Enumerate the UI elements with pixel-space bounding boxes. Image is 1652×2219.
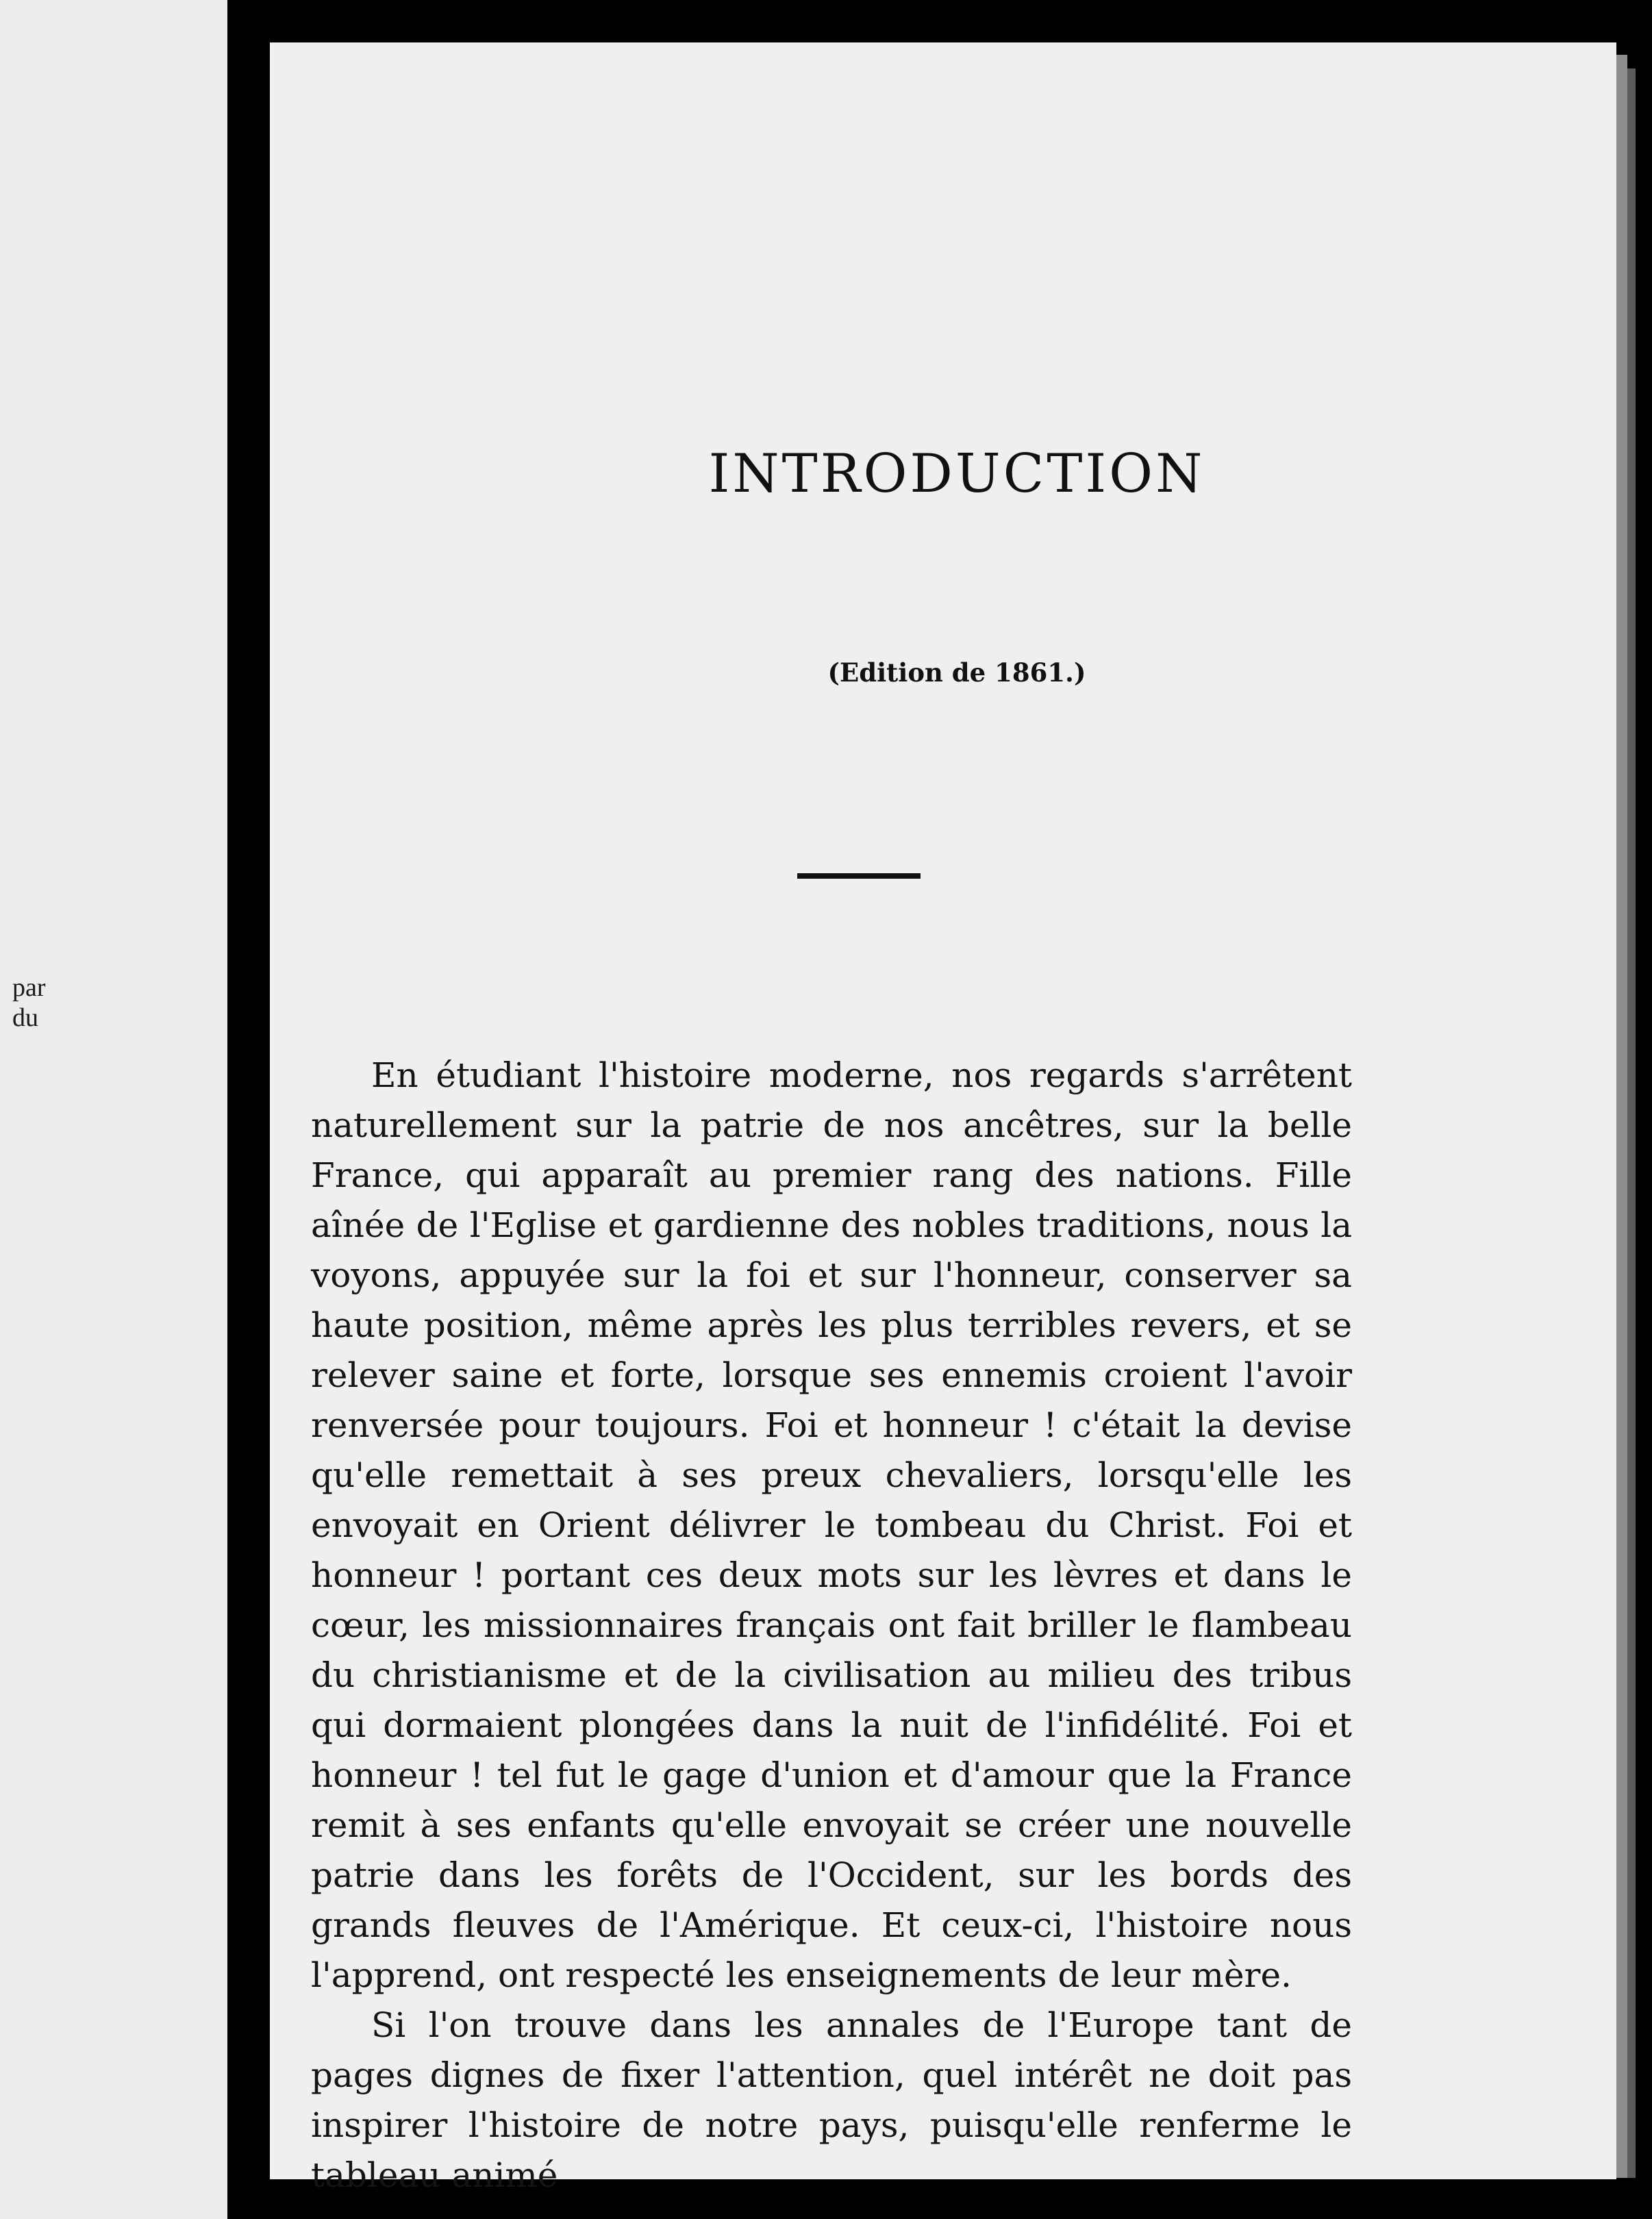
body-text xyxy=(311,1051,1352,2201)
page-title: INTRODUCTION xyxy=(708,443,1205,505)
section-divider xyxy=(797,873,921,879)
book-gutter xyxy=(227,0,270,2219)
paragraph-1: En étudiant l'histoire moderne, nos regards s'arrêtent naturellement sur la patrie de nos ancêtres, sur la belle France, qui apparaît au premier rang des nations. Fille aînée de l'Eglise et gardienne des nobles traditions, nous la voyons, appuyée sur la foi et sur l'honneur, conserver sa haute position, même après les plus terribles revers, et se relever saine et forte, lorsque ses ennemis croient l'avoir renversée pour toujours. Foi et honneur ! c'était la devise qu'elle remettait à ses preux chevaliers, lorsqu'elle les envoyait en Orient délivrer le tombeau du Christ. Foi et honneur ! portant ces deux mots sur les lèvres et dans le cœur, les missionnaires français ont fait briller le flambeau du christianisme et de la civilisation au milieu des tribus qui dormaient plongées dans la nuit de l'infidélité. Foi et honneur ! tel fut le gage d'union et d'amour que la France remit à ses enfants qu'elle envoyait se créer une nouvelle patrie dans les forêts de l'Occident, sur les bords des grands fleuves de l'Amérique. Et ceux-ci, l'histoire nous l'apprend, ont respecté les enseignements de leur mère. xyxy=(311,1055,1352,1995)
margin-fragment-line-1: par xyxy=(12,973,46,1002)
page-edge xyxy=(1616,55,1627,2178)
edition-note: (Edition de 1861.) xyxy=(827,657,1086,688)
main-page xyxy=(270,42,1616,2195)
previous-page-fragment xyxy=(0,0,227,2219)
page-edge-shadow xyxy=(1627,68,1636,2178)
paragraph-2: Si l'on trouve dans les annales de l'Europe tant de pages dignes de fixer l'attention, quel intérêt ne doit pas inspirer l'histoire de notre pays, puisqu'elle renferme le tableau animé xyxy=(311,2005,1352,2195)
margin-fragment-line-2: du xyxy=(12,1003,38,1032)
margin-fragment-text xyxy=(12,973,46,1033)
